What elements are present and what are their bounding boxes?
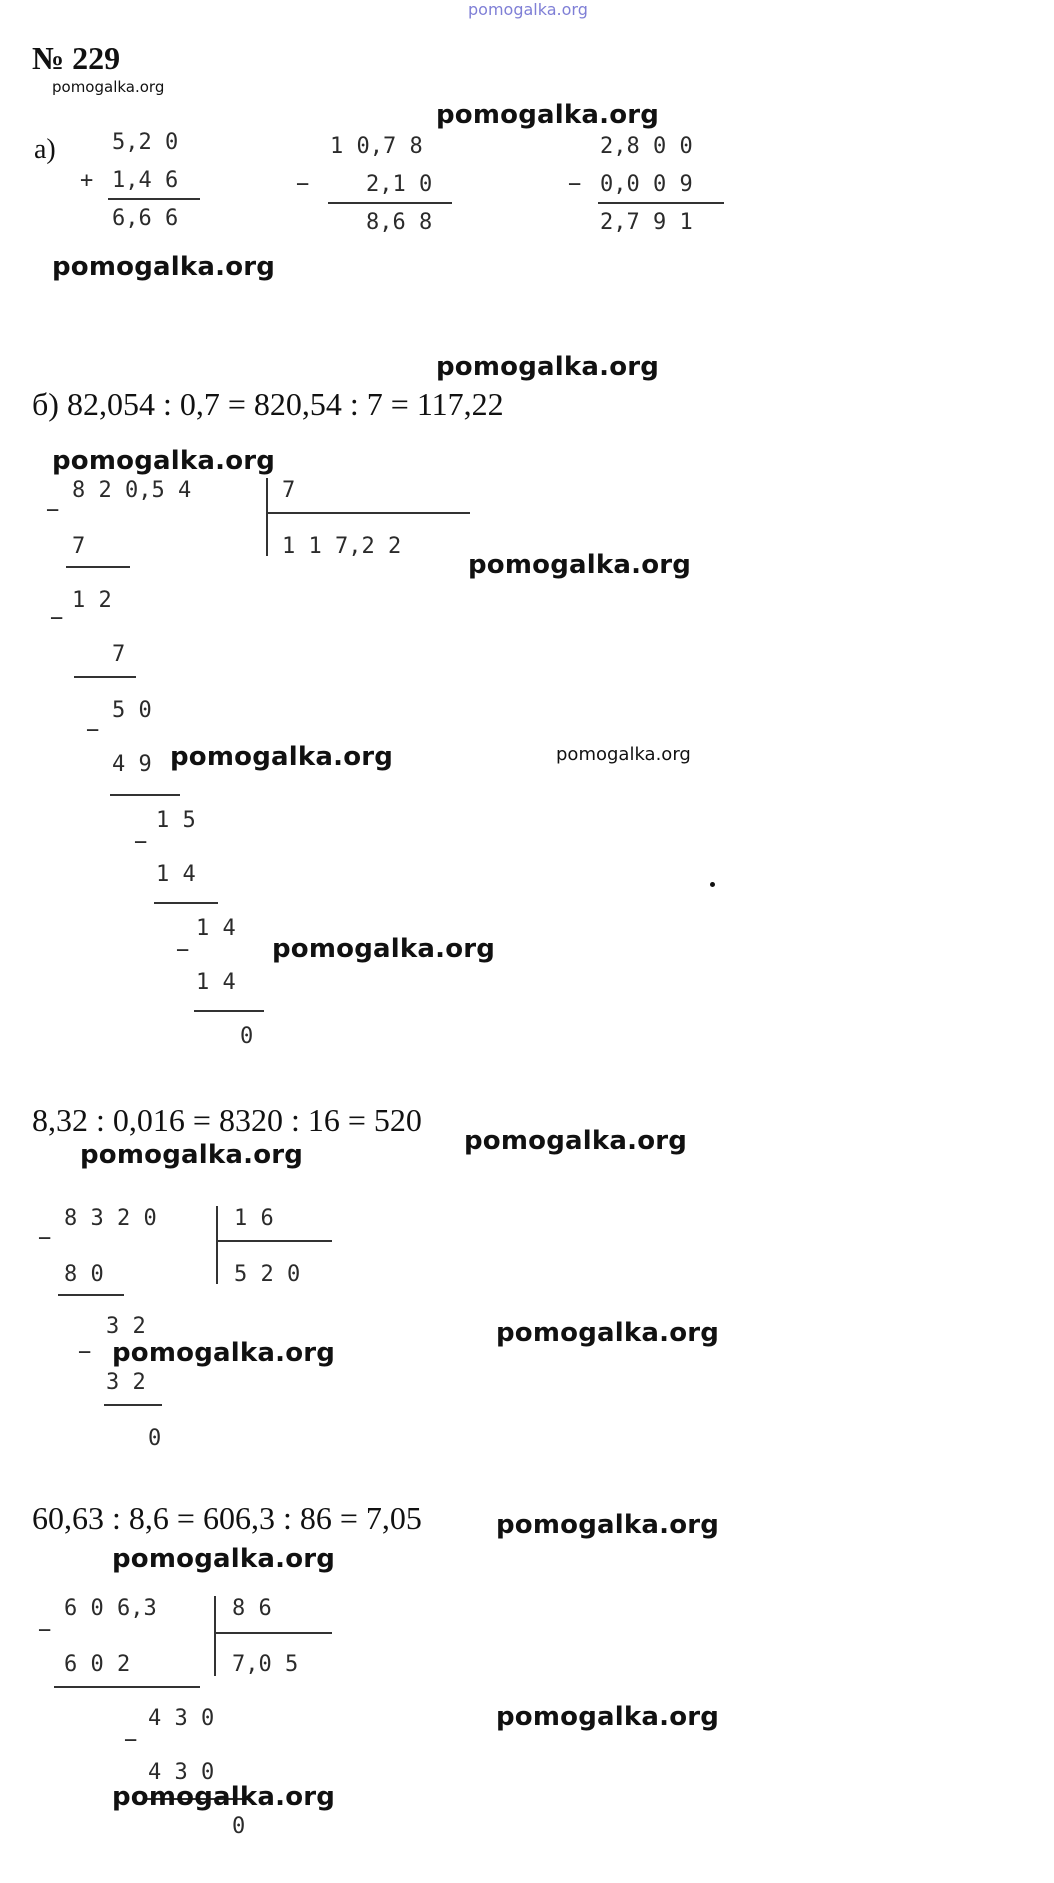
watermark: pomogalka.org	[468, 550, 692, 580]
step-subtrahend: 7	[72, 534, 86, 559]
quotient: 1 1 7,2 2	[282, 534, 402, 559]
watermark: pomogalka.org	[80, 1140, 304, 1170]
dividend: 8 3 2 0	[64, 1206, 157, 1231]
site-watermark-top: pomogalka.org	[468, 0, 588, 19]
watermark-small: pomogalka.org	[556, 744, 691, 765]
divisor-line	[218, 1240, 332, 1242]
division-bar	[216, 1206, 218, 1284]
step-line	[110, 794, 180, 796]
divisor: 1 6	[234, 1206, 274, 1231]
watermark: pomogalka.org	[272, 934, 496, 964]
step-subtrahend: 4 3 0	[148, 1760, 215, 1785]
operand-top: 5,2 0	[112, 130, 179, 155]
part-a-label: а)	[34, 134, 56, 165]
step-subtrahend: 1 4	[156, 862, 196, 887]
step-line	[74, 676, 136, 678]
minus-sign: −	[568, 172, 582, 197]
divisor: 8 6	[232, 1596, 272, 1621]
difference-line	[598, 202, 724, 204]
step-subtrahend: 6 0 2	[64, 1652, 131, 1677]
step-line	[54, 1686, 200, 1688]
divisor: 7	[282, 478, 296, 503]
minus-sign: −	[46, 498, 60, 523]
watermark: pomogalka.org	[112, 1782, 336, 1812]
watermark: pomogalka.org	[496, 1318, 720, 1348]
step-subtrahend: 3 2	[106, 1370, 146, 1395]
operand-bottom: 2,1 0	[366, 172, 433, 197]
watermark: pomogalka.org	[112, 1544, 336, 1574]
step-remainder: 1 2	[72, 588, 112, 613]
watermark: pomogalka.org	[464, 1126, 688, 1156]
watermark: pomogalka.org	[436, 352, 660, 382]
operand-top: 2,8 0 0	[600, 134, 693, 159]
watermark: pomogalka.org	[112, 1338, 336, 1368]
site-label-small: pomogalka.org	[52, 78, 165, 96]
problem-number: № 229	[32, 40, 121, 76]
divisor-line	[268, 512, 470, 514]
watermark: pomogalka.org	[170, 742, 394, 772]
division-bar	[266, 478, 268, 556]
step-line	[154, 902, 218, 904]
operand-bottom: 0,0 0 9	[600, 172, 693, 197]
step-line	[194, 1010, 264, 1012]
final-remainder: 0	[148, 1426, 162, 1451]
watermark: pomogalka.org	[52, 252, 276, 282]
watermark: pomogalka.org	[496, 1510, 720, 1540]
minus-sign: −	[38, 1618, 52, 1643]
plus-sign: +	[80, 168, 94, 193]
difference-line	[328, 202, 452, 204]
watermark: pomogalka.org	[52, 446, 276, 476]
minus-sign: −	[86, 718, 100, 743]
dividend: 6 0 6,3	[64, 1596, 157, 1621]
minus-sign: −	[38, 1226, 52, 1251]
equation-b: б) 82,054 : 0,7 = 820,54 : 7 = 117,22	[32, 386, 504, 422]
step-subtrahend: 4 9	[112, 752, 152, 777]
dividend: 8 2 0,5 4	[72, 478, 192, 503]
minus-sign: −	[176, 938, 190, 963]
step-remainder: 1 5	[156, 808, 196, 833]
result: 6,6 6	[112, 206, 179, 231]
stray-dot	[710, 882, 715, 887]
quotient: 7,0 5	[232, 1652, 299, 1677]
step-subtrahend: 7	[112, 642, 126, 667]
quotient: 5 2 0	[234, 1262, 301, 1287]
equation-c: 8,32 : 0,016 = 8320 : 16 = 520	[32, 1102, 422, 1138]
sum-line	[108, 198, 200, 200]
operand-bottom: 1,4 6	[112, 168, 179, 193]
equation-d: 60,63 : 8,6 = 606,3 : 86 = 7,05	[32, 1500, 422, 1536]
minus-sign: −	[134, 830, 148, 855]
step-remainder: 1 4	[196, 916, 236, 941]
divisor-line	[216, 1632, 332, 1634]
step-remainder: 5 0	[112, 698, 152, 723]
final-remainder: 0	[232, 1814, 246, 1839]
result: 2,7 9 1	[600, 210, 693, 235]
minus-sign: −	[78, 1340, 92, 1365]
step-line	[66, 566, 130, 568]
division-bar	[214, 1596, 216, 1676]
minus-sign: −	[296, 172, 310, 197]
result: 8,6 8	[366, 210, 433, 235]
step-subtrahend: 1 4	[196, 970, 236, 995]
minus-sign: −	[50, 606, 64, 631]
step-line	[104, 1404, 162, 1406]
minus-sign: −	[124, 1728, 138, 1753]
watermark: pomogalka.org	[496, 1702, 720, 1732]
step-remainder: 3 2	[106, 1314, 146, 1339]
final-remainder: 0	[240, 1024, 254, 1049]
step-line	[58, 1294, 124, 1296]
operand-top: 1 0,7 8	[330, 134, 423, 159]
step-subtrahend: 8 0	[64, 1262, 104, 1287]
watermark: pomogalka.org	[436, 100, 660, 130]
step-remainder: 4 3 0	[148, 1706, 215, 1731]
